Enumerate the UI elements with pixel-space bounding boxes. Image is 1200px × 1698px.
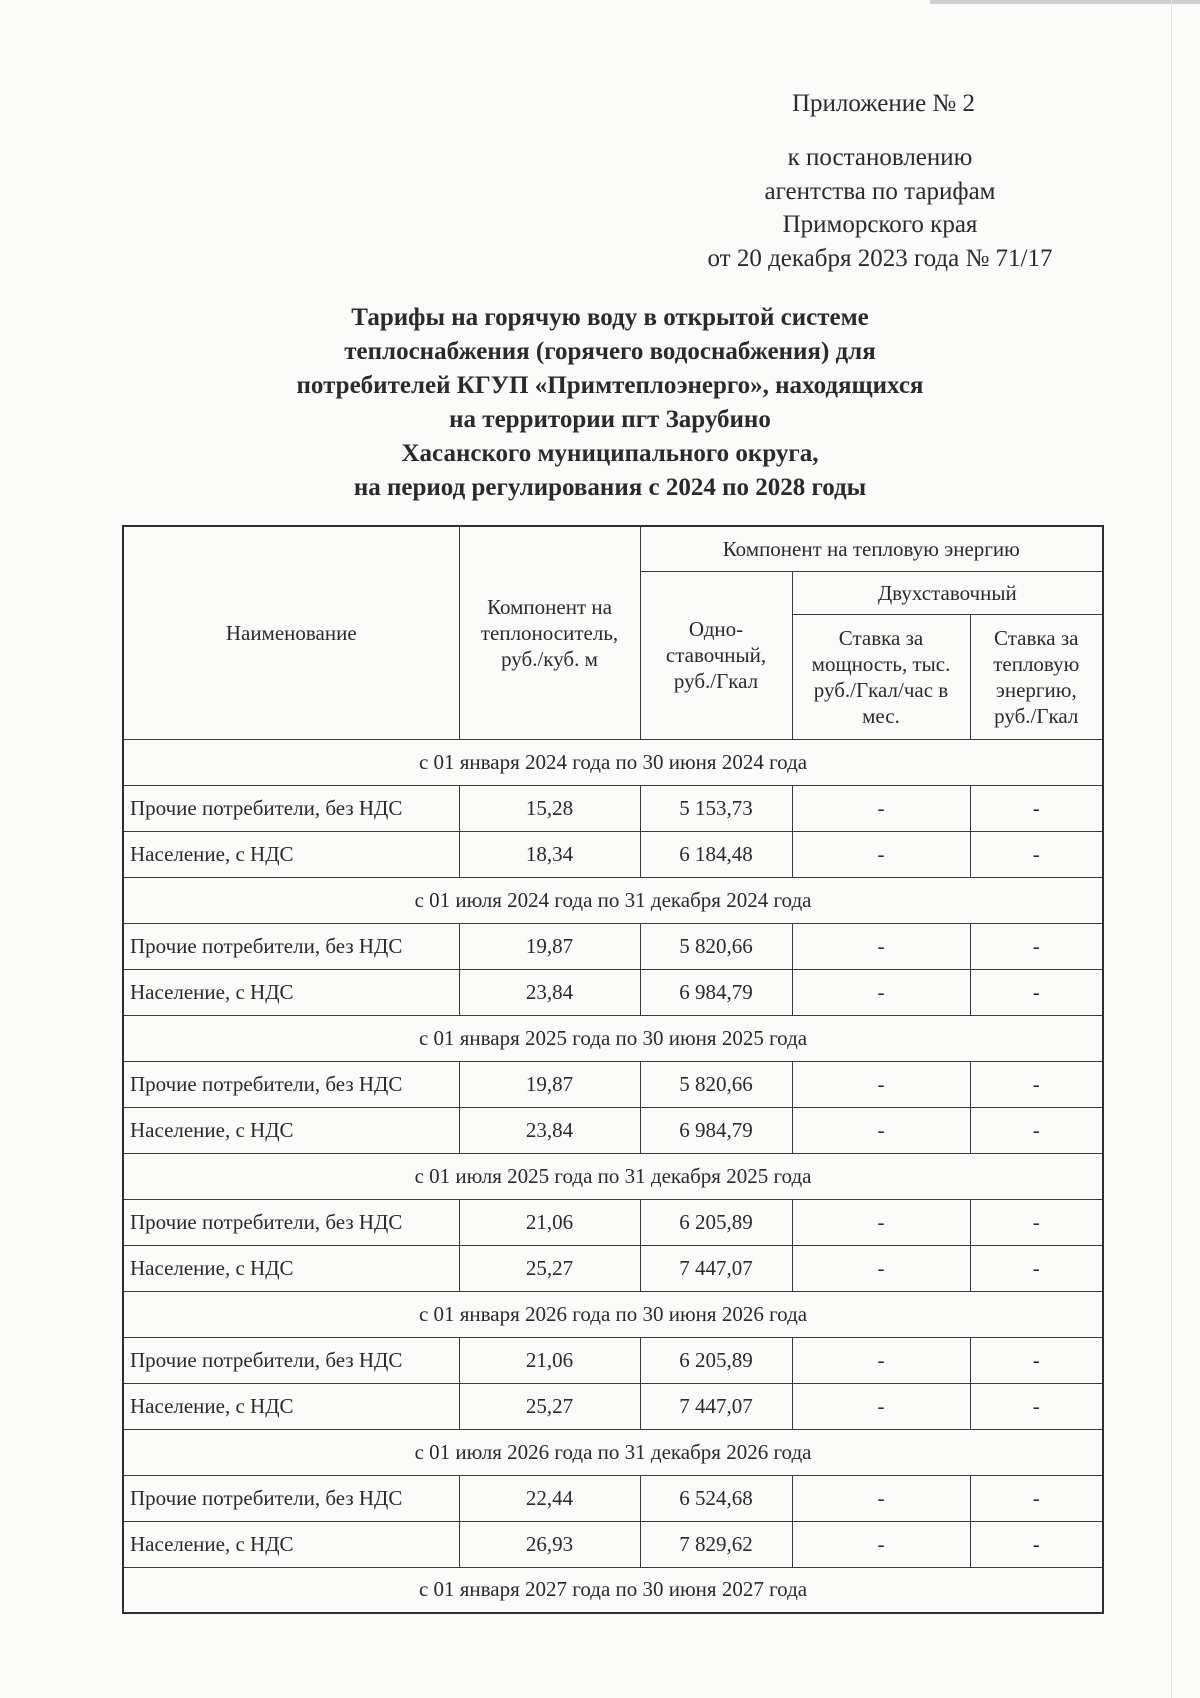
title-line: Тарифы на горячую воду в открытой системе xyxy=(351,304,869,331)
power-rate-cell: - xyxy=(792,831,970,877)
scan-artifact-edge xyxy=(1171,0,1172,1698)
single-rate-cell: 7 447,07 xyxy=(640,1245,792,1291)
title-line: на период регулирования с 2024 по 2028 годы xyxy=(353,474,867,501)
period-label: с 01 июля 2025 года по 31 декабря 2025 года xyxy=(123,1153,1103,1199)
period-label: с 01 июля 2024 года по 31 декабря 2024 года xyxy=(123,877,1103,923)
period-label: с 01 января 2025 года по 30 июня 2025 года xyxy=(123,1015,1103,1061)
period-row xyxy=(123,1015,1103,1061)
single-rate-cell: 6 984,79 xyxy=(640,969,792,1015)
title-line: Хасанского муниципального округа, xyxy=(401,440,819,467)
single-rate-cell: 6 524,68 xyxy=(640,1475,792,1521)
power-rate-cell: - xyxy=(792,1245,970,1291)
table-row xyxy=(123,1107,1103,1153)
carrier-cell: 19,87 xyxy=(459,1061,640,1107)
carrier-cell: 23,84 xyxy=(459,969,640,1015)
name-cell: Население, с НДС xyxy=(123,831,459,877)
table-row xyxy=(123,1337,1103,1383)
power-rate-cell: - xyxy=(792,1061,970,1107)
table-row xyxy=(123,969,1103,1015)
name-cell: Население, с НДС xyxy=(123,969,459,1015)
table-row xyxy=(123,1061,1103,1107)
appendix-line-4: от 20 декабря 2023 года № 71/17 xyxy=(707,245,1053,272)
name-cell: Прочие потребители, без НДС xyxy=(123,785,459,831)
document-title xyxy=(150,301,1070,505)
table-row xyxy=(123,785,1103,831)
name-cell: Прочие потребители, без НДС xyxy=(123,1337,459,1383)
title-line: теплоснабжения (горячего водоснабжения) для xyxy=(344,338,876,365)
single-rate-cell: 5 820,66 xyxy=(640,1061,792,1107)
single-rate-cell: 5 820,66 xyxy=(640,923,792,969)
table-row xyxy=(123,1475,1103,1521)
power-rate-cell: - xyxy=(792,1199,970,1245)
header-two-rate: Двухставочный xyxy=(792,571,1103,614)
header-power-rate: Ставка за мощность, тыс. руб./Гкал/час в мес. xyxy=(792,614,970,739)
carrier-cell: 25,27 xyxy=(459,1245,640,1291)
energy-rate-cell: - xyxy=(970,923,1103,969)
energy-rate-cell: - xyxy=(970,1199,1103,1245)
scan-artifact-top xyxy=(930,0,1200,4)
energy-rate-cell: - xyxy=(970,969,1103,1015)
energy-rate-cell: - xyxy=(970,1521,1103,1567)
single-rate-cell: 7 447,07 xyxy=(640,1383,792,1429)
header-energy-rate: Ставка за тепловую энергию, руб./Гкал xyxy=(970,614,1103,739)
period-row xyxy=(123,877,1103,923)
header-name: Наименование xyxy=(123,526,459,739)
carrier-cell: 23,84 xyxy=(459,1107,640,1153)
energy-rate-cell: - xyxy=(970,1383,1103,1429)
table-row xyxy=(123,1199,1103,1245)
table-row xyxy=(123,831,1103,877)
power-rate-cell: - xyxy=(792,1337,970,1383)
period-label: с 01 июля 2026 года по 31 декабря 2026 года xyxy=(123,1429,1103,1475)
energy-rate-cell: - xyxy=(970,785,1103,831)
title-line: потребителей КГУП «Примтеплоэнерго», находящихся xyxy=(296,372,924,399)
power-rate-cell: - xyxy=(792,785,970,831)
table-row xyxy=(123,1383,1103,1429)
period-label: с 01 января 2024 года по 30 июня 2024 года xyxy=(123,739,1103,785)
carrier-cell: 21,06 xyxy=(459,1337,640,1383)
carrier-cell: 18,34 xyxy=(459,831,640,877)
power-rate-cell: - xyxy=(792,969,970,1015)
name-cell: Население, с НДС xyxy=(123,1383,459,1429)
period-row xyxy=(123,739,1103,785)
power-rate-cell: - xyxy=(792,1383,970,1429)
name-cell: Население, с НДС xyxy=(123,1521,459,1567)
appendix-line-1: к постановлению xyxy=(787,144,973,171)
single-rate-cell: 5 153,73 xyxy=(640,785,792,831)
name-cell: Население, с НДС xyxy=(123,1107,459,1153)
header-carrier: Компонент на теплоноситель, руб./куб. м xyxy=(459,526,640,739)
energy-rate-cell: - xyxy=(970,1337,1103,1383)
energy-rate-cell: - xyxy=(970,1061,1103,1107)
table-row xyxy=(123,1521,1103,1567)
energy-rate-cell: - xyxy=(970,1475,1103,1521)
header-heat: Компонент на тепловую энергию xyxy=(640,526,1103,571)
single-rate-cell: 6 184,48 xyxy=(640,831,792,877)
title-line: на территории пгт Зарубино xyxy=(449,406,771,433)
carrier-cell: 22,44 xyxy=(459,1475,640,1521)
energy-rate-cell: - xyxy=(970,1245,1103,1291)
energy-rate-cell: - xyxy=(970,831,1103,877)
carrier-cell: 26,93 xyxy=(459,1521,640,1567)
period-row xyxy=(123,1291,1103,1337)
energy-rate-cell: - xyxy=(970,1107,1103,1153)
single-rate-cell: 7 829,62 xyxy=(640,1521,792,1567)
carrier-cell: 21,06 xyxy=(459,1199,640,1245)
name-cell: Прочие потребители, без НДС xyxy=(123,923,459,969)
carrier-cell: 25,27 xyxy=(459,1383,640,1429)
name-cell: Прочие потребители, без НДС xyxy=(123,1061,459,1107)
power-rate-cell: - xyxy=(792,1475,970,1521)
single-rate-cell: 6 984,79 xyxy=(640,1107,792,1153)
period-row xyxy=(123,1153,1103,1199)
power-rate-cell: - xyxy=(792,1107,970,1153)
power-rate-cell: - xyxy=(792,1521,970,1567)
appendix-number: Приложение № 2 xyxy=(792,90,976,117)
period-row xyxy=(123,1567,1103,1613)
appendix-line-3: Приморского края xyxy=(782,211,978,238)
appendix-line-2: агентства по тарифам xyxy=(764,178,996,205)
table-body xyxy=(123,739,1103,1613)
carrier-cell: 15,28 xyxy=(459,785,640,831)
period-label: с 01 января 2027 года по 30 июня 2027 года xyxy=(123,1567,1103,1613)
power-rate-cell: - xyxy=(792,923,970,969)
header-single-rate: Одно-ставочный, руб./Гкал xyxy=(640,571,792,739)
table-row xyxy=(123,923,1103,969)
period-row xyxy=(123,1429,1103,1475)
name-cell: Прочие потребители, без НДС xyxy=(123,1475,459,1521)
name-cell: Прочие потребители, без НДС xyxy=(123,1199,459,1245)
table-row xyxy=(123,1245,1103,1291)
carrier-cell: 19,87 xyxy=(459,923,640,969)
single-rate-cell: 6 205,89 xyxy=(640,1337,792,1383)
tariff-table xyxy=(122,525,1104,1614)
single-rate-cell: 6 205,89 xyxy=(640,1199,792,1245)
period-label: с 01 января 2026 года по 30 июня 2026 года xyxy=(123,1291,1103,1337)
name-cell: Население, с НДС xyxy=(123,1245,459,1291)
